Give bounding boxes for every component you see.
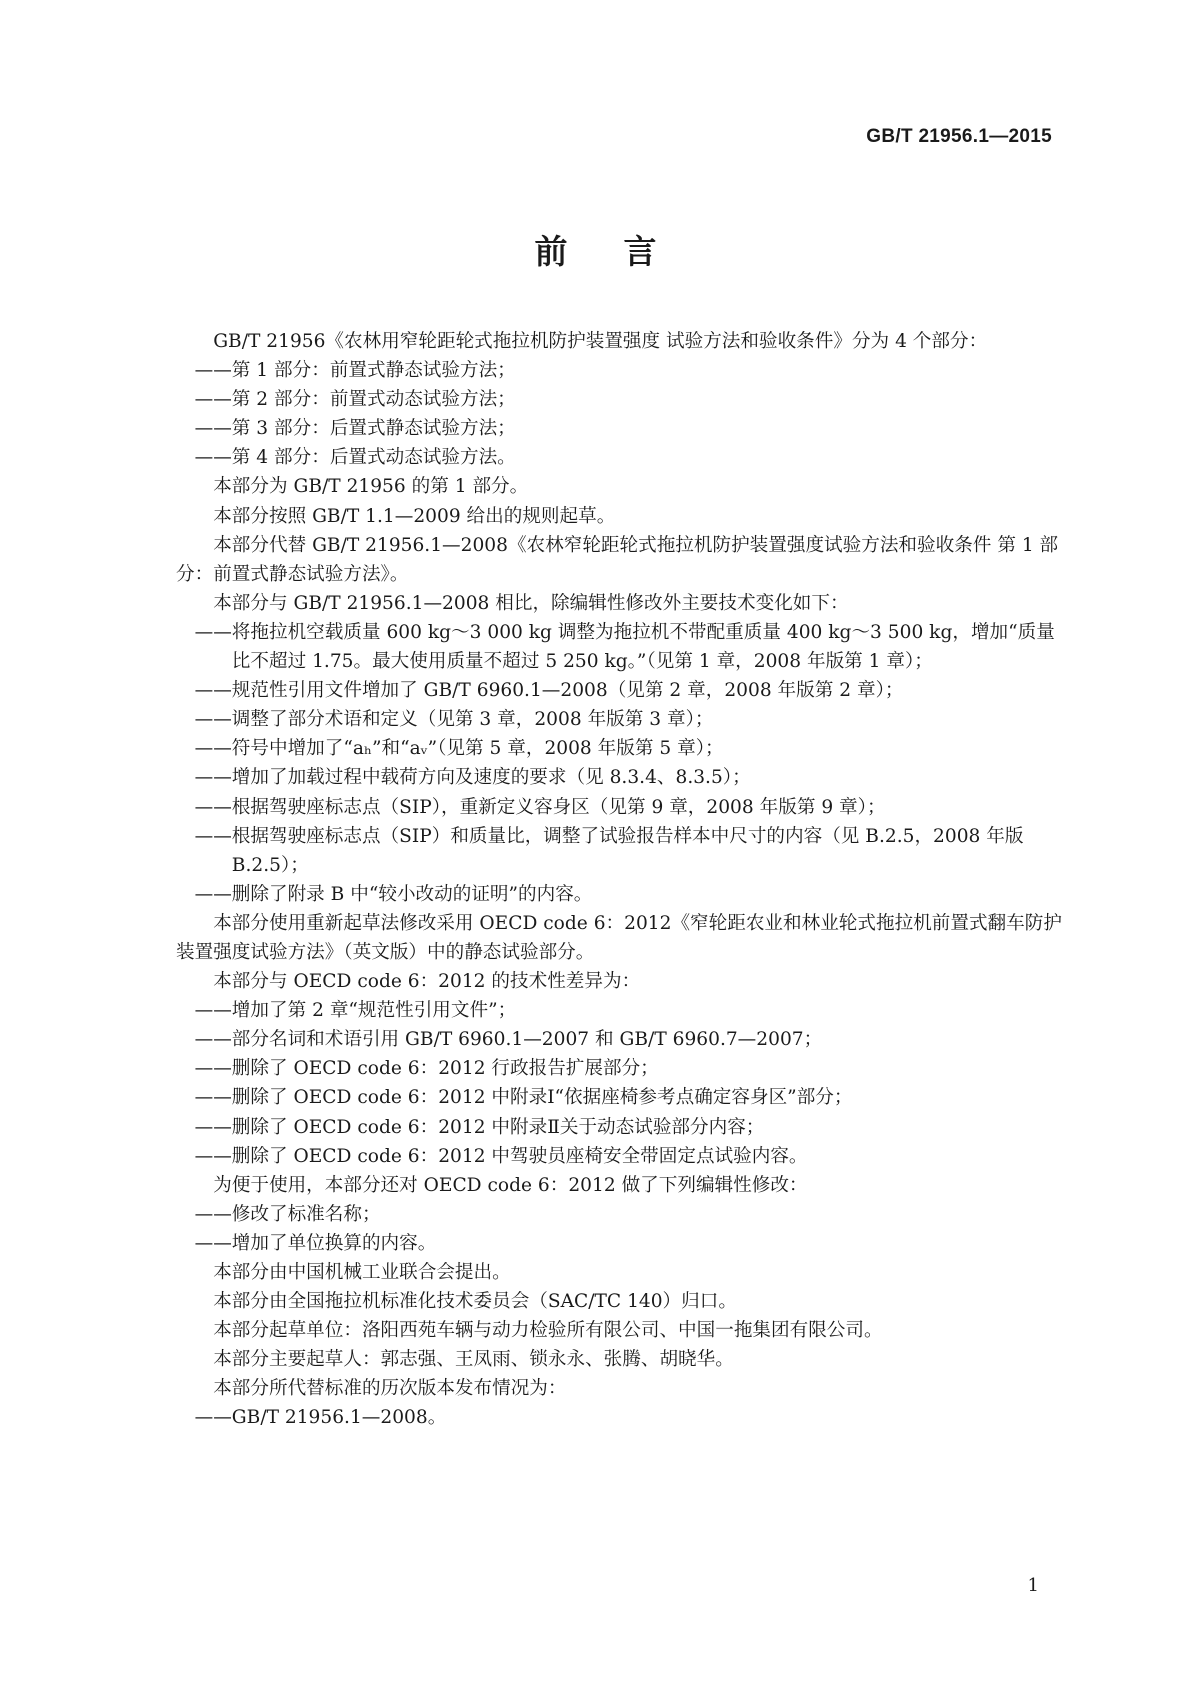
list-item: ——GB/T 21956.1—2008。 [194, 1407, 447, 1429]
list-item: ——根据驾驶座标志点（SIP）和质量比，调整了试验报告样本中尺寸的内容（见 B.2.5，2008 年版 B.2.5）； [194, 825, 1024, 876]
paragraph: 本部分主要起草人：郭志强、王凤雨、锁永永、张腾、胡晓华。 [213, 1349, 734, 1371]
list-item: ——删除了 OECD code 6：2012 行政报告扩展部分； [194, 1058, 659, 1080]
list-item: ——增加了单位换算的内容。 [194, 1232, 437, 1254]
page-title: 前言 [534, 232, 713, 271]
paragraph: 本部分由全国拖拉机标准化技术委员会（SAC/TC 140）归口。 [213, 1291, 737, 1313]
paragraph: 本部分使用重新起草法修改采用 OECD code 6：2012《窄轮距农业和林业轮式拖拉机前置式翻车防护装置强度试验方法》（英文版）中的静态试验部分。 [176, 912, 1062, 963]
paragraph: GB/T 21956《农林用窄轮距轮式拖拉机防护装置强度 试验方法和验收条件》分为 4 个部分： [213, 331, 988, 352]
list-item: ——增加了第 2 章“规范性引用文件”； [194, 1000, 517, 1022]
list-item: ——第 3 部分：后置式静态试验方法； [194, 418, 516, 440]
page-number: 1 [1027, 1575, 1039, 1596]
list-item: ——符号中增加了“aₕ”和“aᵥ”（见第 5 章，2008 年版第 5 章）； [194, 738, 724, 760]
paragraph: 本部分为 GB/T 21956 的第 1 部分。 [213, 476, 529, 498]
foreword-content [176, 327, 1066, 1433]
list-item: ——部分名词和术语引用 GB/T 6960.1—2007 和 GB/T 6960.7—2007； [194, 1029, 823, 1051]
list-item: ——删除了 OECD code 6：2012 中附录Ⅰ“依据座椅参考点确定容身区”部分； [194, 1087, 853, 1109]
list-item: ——删除了 OECD code 6：2012 中附录Ⅱ关于动态试验部分内容； [194, 1116, 765, 1138]
paragraph: 本部分与 OECD code 6：2012 的技术性差异为： [213, 971, 641, 993]
paragraph: 本部分起草单位：洛阳西苑车辆与动力检验所有限公司、中国一拖集团有限公司。 [213, 1320, 883, 1342]
list-item: ——根据驾驶座标志点（SIP），重新定义容身区（见第 9 章，2008 年版第 9 章）； [194, 796, 886, 818]
list-item: ——调整了部分术语和定义（见第 3 章，2008 年版第 3 章）； [194, 709, 714, 731]
list-item: ——将拖拉机空载质量 600 kg～3 000 kg 调整为拖拉机不带配重质量 400 kg～3 500 kg，增加“质量比不超过 1.75。最大使用质量不超过 5 250 kg。”（见第 1 章，2008 年版第 1 章）； [194, 621, 1055, 673]
list-item: ——第 1 部分：前置式静态试验方法； [194, 360, 516, 382]
standard-number: GB/T 21956.1—2015 [866, 126, 1052, 147]
list-item: ——删除了附录 B 中“较小改动的证明”的内容。 [194, 883, 593, 905]
list-item: ——规范性引用文件增加了 GB/T 6960.1—2008（见第 2 章，2008 年版第 2 章）； [194, 680, 904, 702]
list-item: ——修改了标准名称； [194, 1203, 381, 1225]
paragraph: 本部分与 GB/T 21956.1—2008 相比，除编辑性修改外主要技术变化如下： [213, 592, 849, 614]
list-item: ——第 2 部分：前置式动态试验方法； [194, 389, 516, 411]
list-item: ——删除了 OECD code 6：2012 中驾驶员座椅安全带固定点试验内容。 [194, 1145, 808, 1167]
paragraph: 本部分所代替标准的历次版本发布情况为： [213, 1378, 567, 1400]
paragraph: 本部分由中国机械工业联合会提出。 [213, 1262, 511, 1283]
list-item: ——第 4 部分：后置式动态试验方法。 [194, 447, 516, 469]
paragraph: 为便于使用，本部分还对 OECD code 6：2012 做了下列编辑性修改： [213, 1174, 808, 1196]
list-item: ——增加了加载过程中载荷方向及速度的要求（见 8.3.4、8.3.5）； [194, 767, 751, 789]
paragraph: 本部分代替 GB/T 21956.1—2008《农林窄轮距轮式拖拉机防护装置强度试验方法和验收条件 第 1 部分：前置式静态试验方法》。 [176, 534, 1059, 585]
paragraph: 本部分按照 GB/T 1.1—2009 给出的规则起草。 [213, 505, 616, 527]
